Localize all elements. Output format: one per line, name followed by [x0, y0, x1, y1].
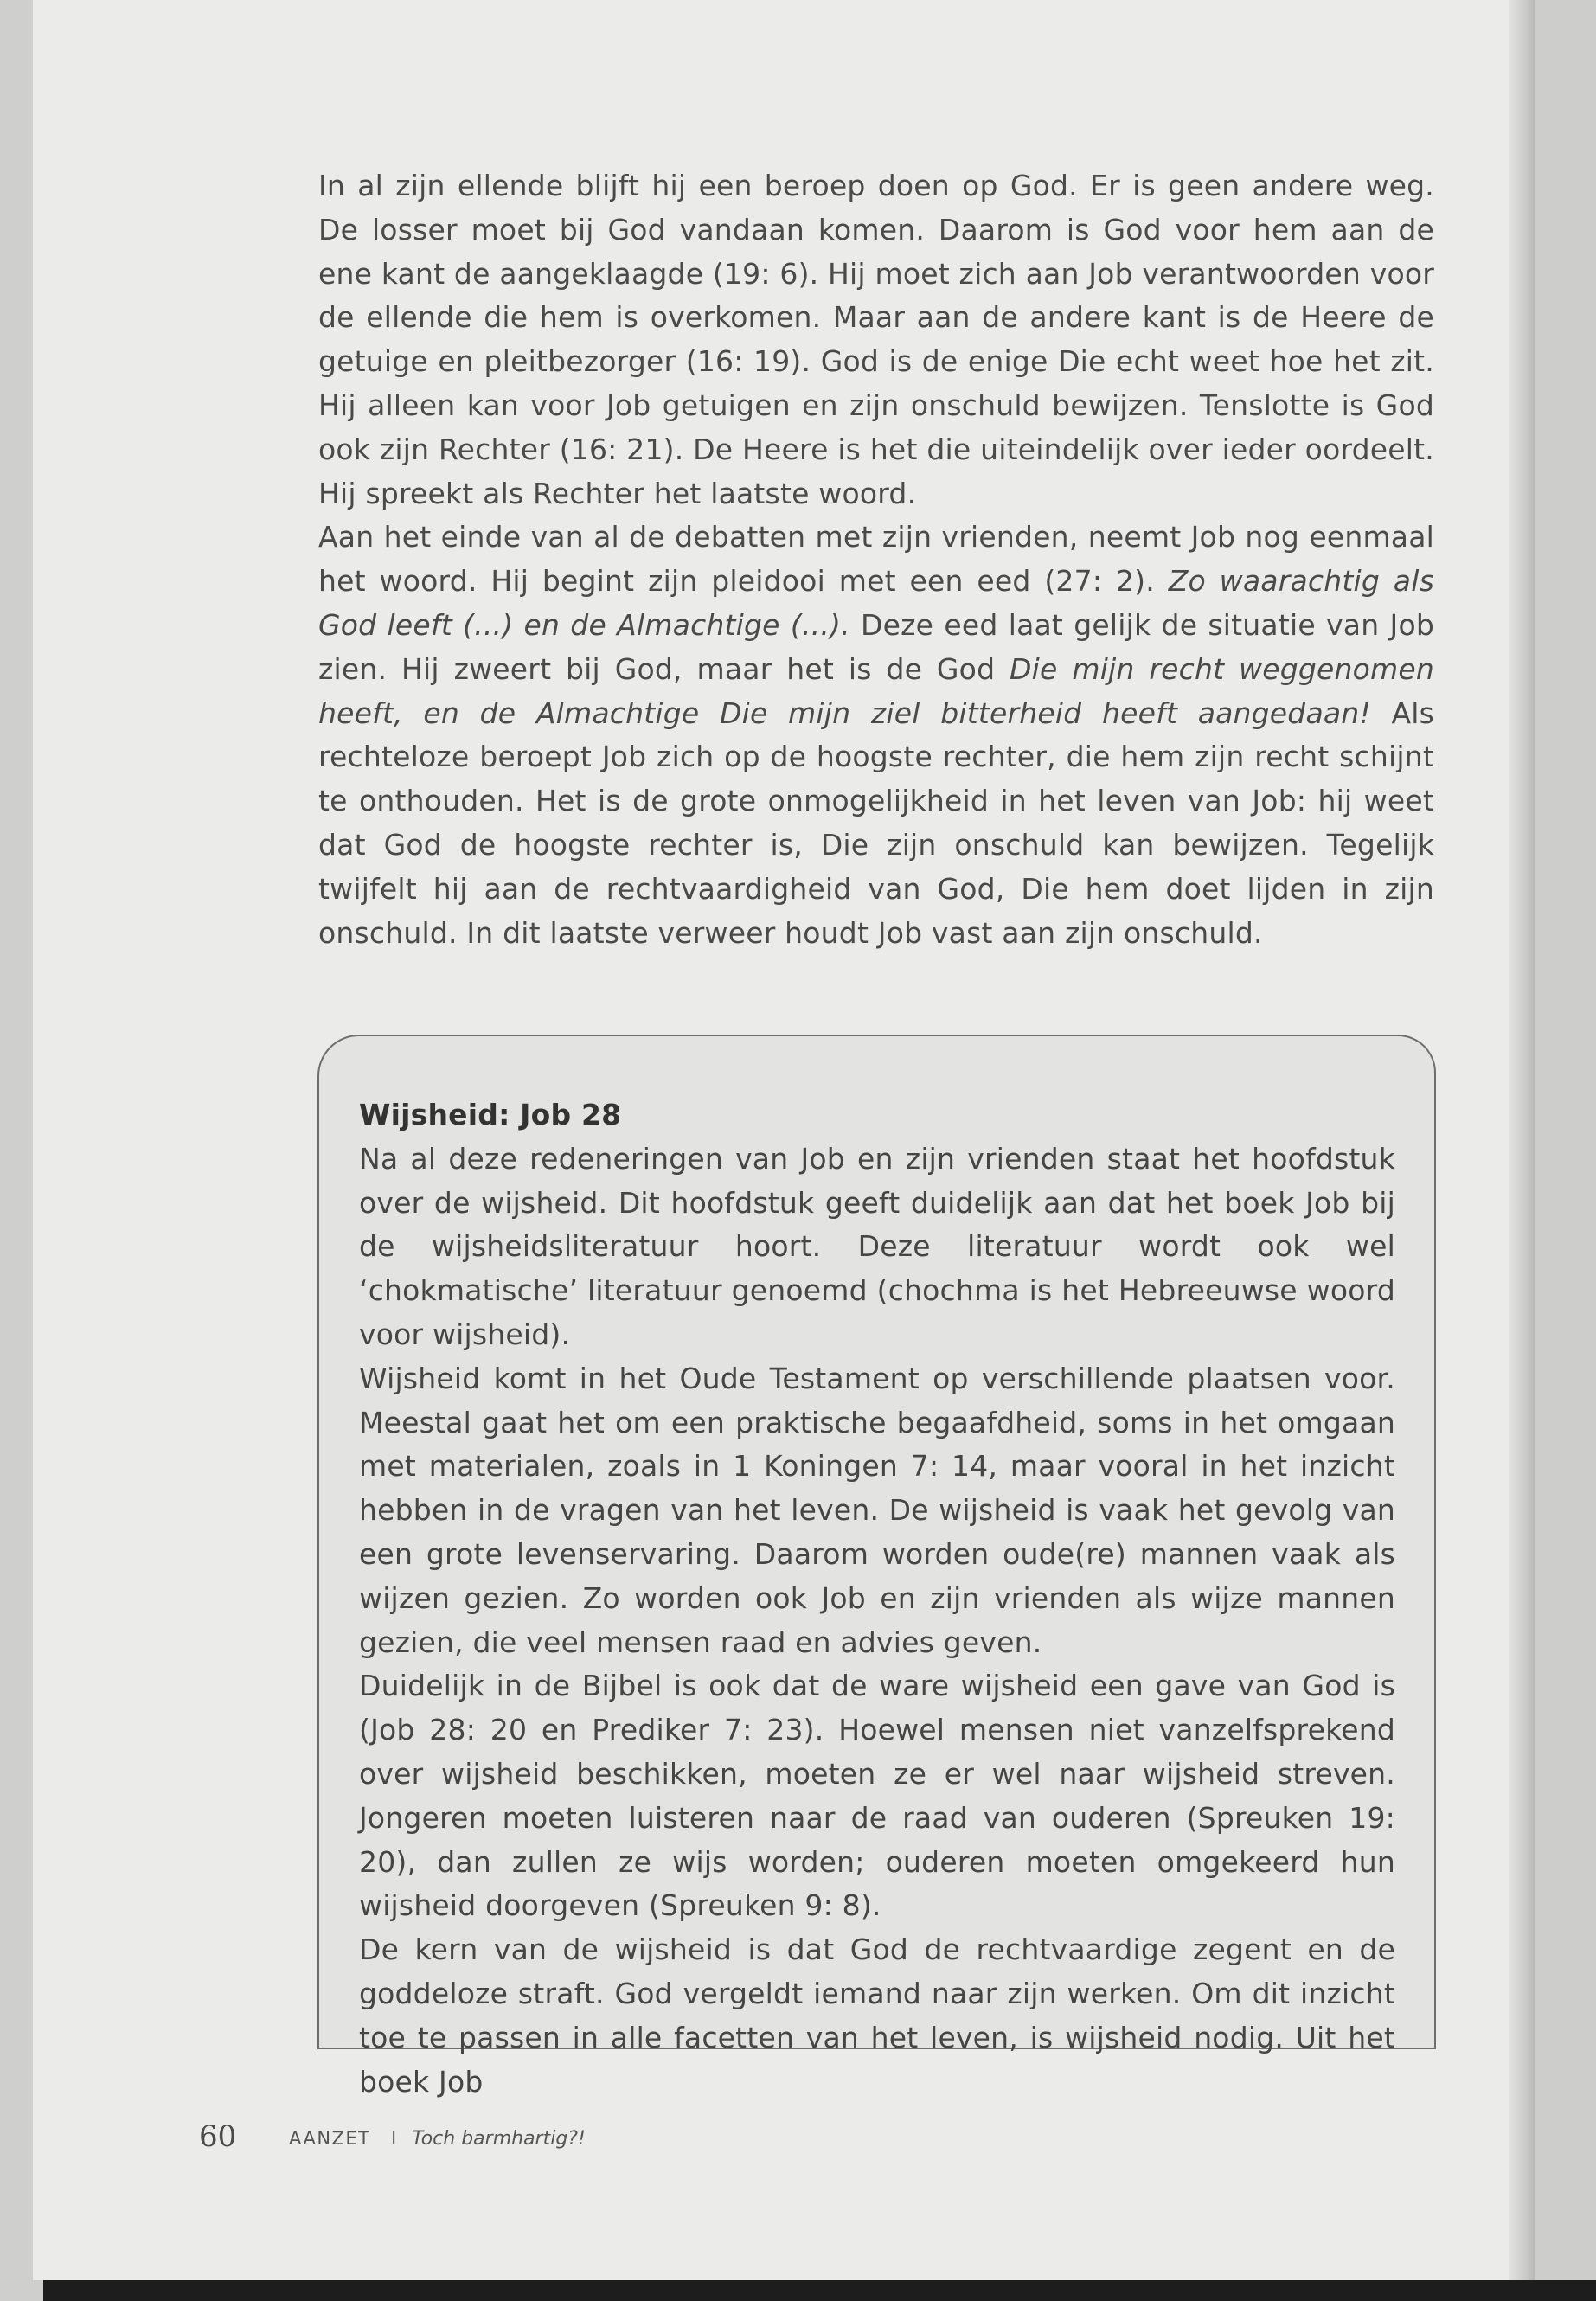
- paragraph-2-part-e: Als rechteloze beroept Job zich op de hoogste rechter, die hem zijn recht schijnt te onthouden. Het is de grote onmogelijkheid in het leven van Job: hij weet dat God de hoogste rechter is, Die zijn onschuld kan bewijzen. Tegelijk twijfelt hij aan de rechtvaardigheid van God, Die hem doet lijden in zijn onschuld. In dit laatste verweer houdt Job vast aan zijn onschuld.: [318, 695, 1434, 950]
- quote-complaint: Die mijn recht weggenomen heeft, en de Almachtige Die mijn ziel bitterheid heeft aangedaan!: [318, 651, 1434, 730]
- paragraph-1: In al zijn ellende blijft hij een beroep doen op God. Er is geen andere weg. De losser moet bij God vandaan komen. Daarom is God voor hem aan de ene kant de aangeklaagde (19: 6). Hij moet zich aan Job verantwoorden voor de ellende die hem is overkomen. Maar aan de andere kant is de Heere de getuige en pleitbezorger (16: 19). God is de enige Die echt weet hoe het zit. Hij alleen kan voor Job getuigen en zijn onschuld bewijzen. Tenslotte is God ook zijn Rechter (16: 21). De Heere is het die uiteindelijk over ieder oordeelt. Hij spreekt als Rechter het laatste woord.: [318, 169, 1434, 510]
- box-paragraph-1: Na al deze redeneringen van Job en zijn vrienden staat het hoofdstuk over de wijsheid. Dit hoofdstuk geeft duidelijk aan dat het boek Job bij de wijsheidsliteratuur hoort. Deze literatuur wordt ook wel ‘chokmatische’ literatuur genoemd (chochma is het Hebreeuwse woord voor wijsheid).: [359, 1141, 1395, 1351]
- footer-separator: I: [391, 2128, 397, 2149]
- box-paragraph-4: De kern van de wijsheid is dat God de rechtvaardige zegent en de goddeloze straft. God vergeldt iemand naar zijn werken. Om dit inzicht toe te passen in alle facetten van het leven, is wijsheid nodig. Uit het boek Job: [359, 1932, 1395, 2099]
- box-paragraph-2: Wijsheid komt in het Oude Testament op verschillende plaatsen voor. Meestal gaat het om een praktische begaafdheid, soms in het omgaan met materialen, zoals in 1 Koningen 7: 14, maar vooral in het inzicht hebben in de vragen van het leven. De wijsheid is vaak het gevolg van een grote levenservaring. Daarom worden oude(re) mannen vaak als wijzen gezien. Zo worden ook Job en zijn vrienden als wijze mannen gezien, die veel mensen raad en advies geven.: [359, 1361, 1395, 1659]
- series-name: AANZET: [289, 2128, 371, 2149]
- paragraph-2-part-a: Aan het einde van al de debatten met zijn vrienden, neemt Job nog eenmaal het woord. Hij begint zijn pleidooi met een eed (27: 2).: [318, 520, 1434, 599]
- main-text: [318, 164, 1434, 955]
- page-number: 60: [199, 2119, 237, 2154]
- box-title: Wijsheid: Job 28: [359, 1098, 622, 1131]
- scanner-edge: [1535, 0, 1596, 2301]
- paragraph-2-part-c: Deze eed laat gelijk de situatie van Job zien. Hij zweert bij God, maar het is de God: [318, 607, 1435, 686]
- box-content: [359, 1093, 1395, 2104]
- box-paragraph-3: Duidelijk in de Bijbel is ook dat de ware wijsheid een gave van God is (Job 28: 20 en Prediker 7: 23). Hoewel mensen niet vanzelfsprekend over wijsheid beschikken, moeten ze er wel naar wijsheid streven. Jongeren moeten luisteren naar de raad van ouderen (Spreuken 19: 20), dan zullen ze wijs worden; ouderen moeten omgekeerd hun wijsheid doorgeven (Spreuken 9: 8).: [359, 1669, 1395, 1923]
- scanner-bottom-edge: [43, 2280, 1596, 2301]
- paragraph-2: [318, 516, 1434, 955]
- book-title: Toch barmhartig?!: [412, 2128, 586, 2150]
- sidebar-box-wijsheid: [317, 1035, 1436, 2099]
- quote-oath: Zo waarachtig als God leeft (...) en de Almachtige (...).: [318, 564, 1434, 642]
- page-gutter: [1509, 0, 1535, 2280]
